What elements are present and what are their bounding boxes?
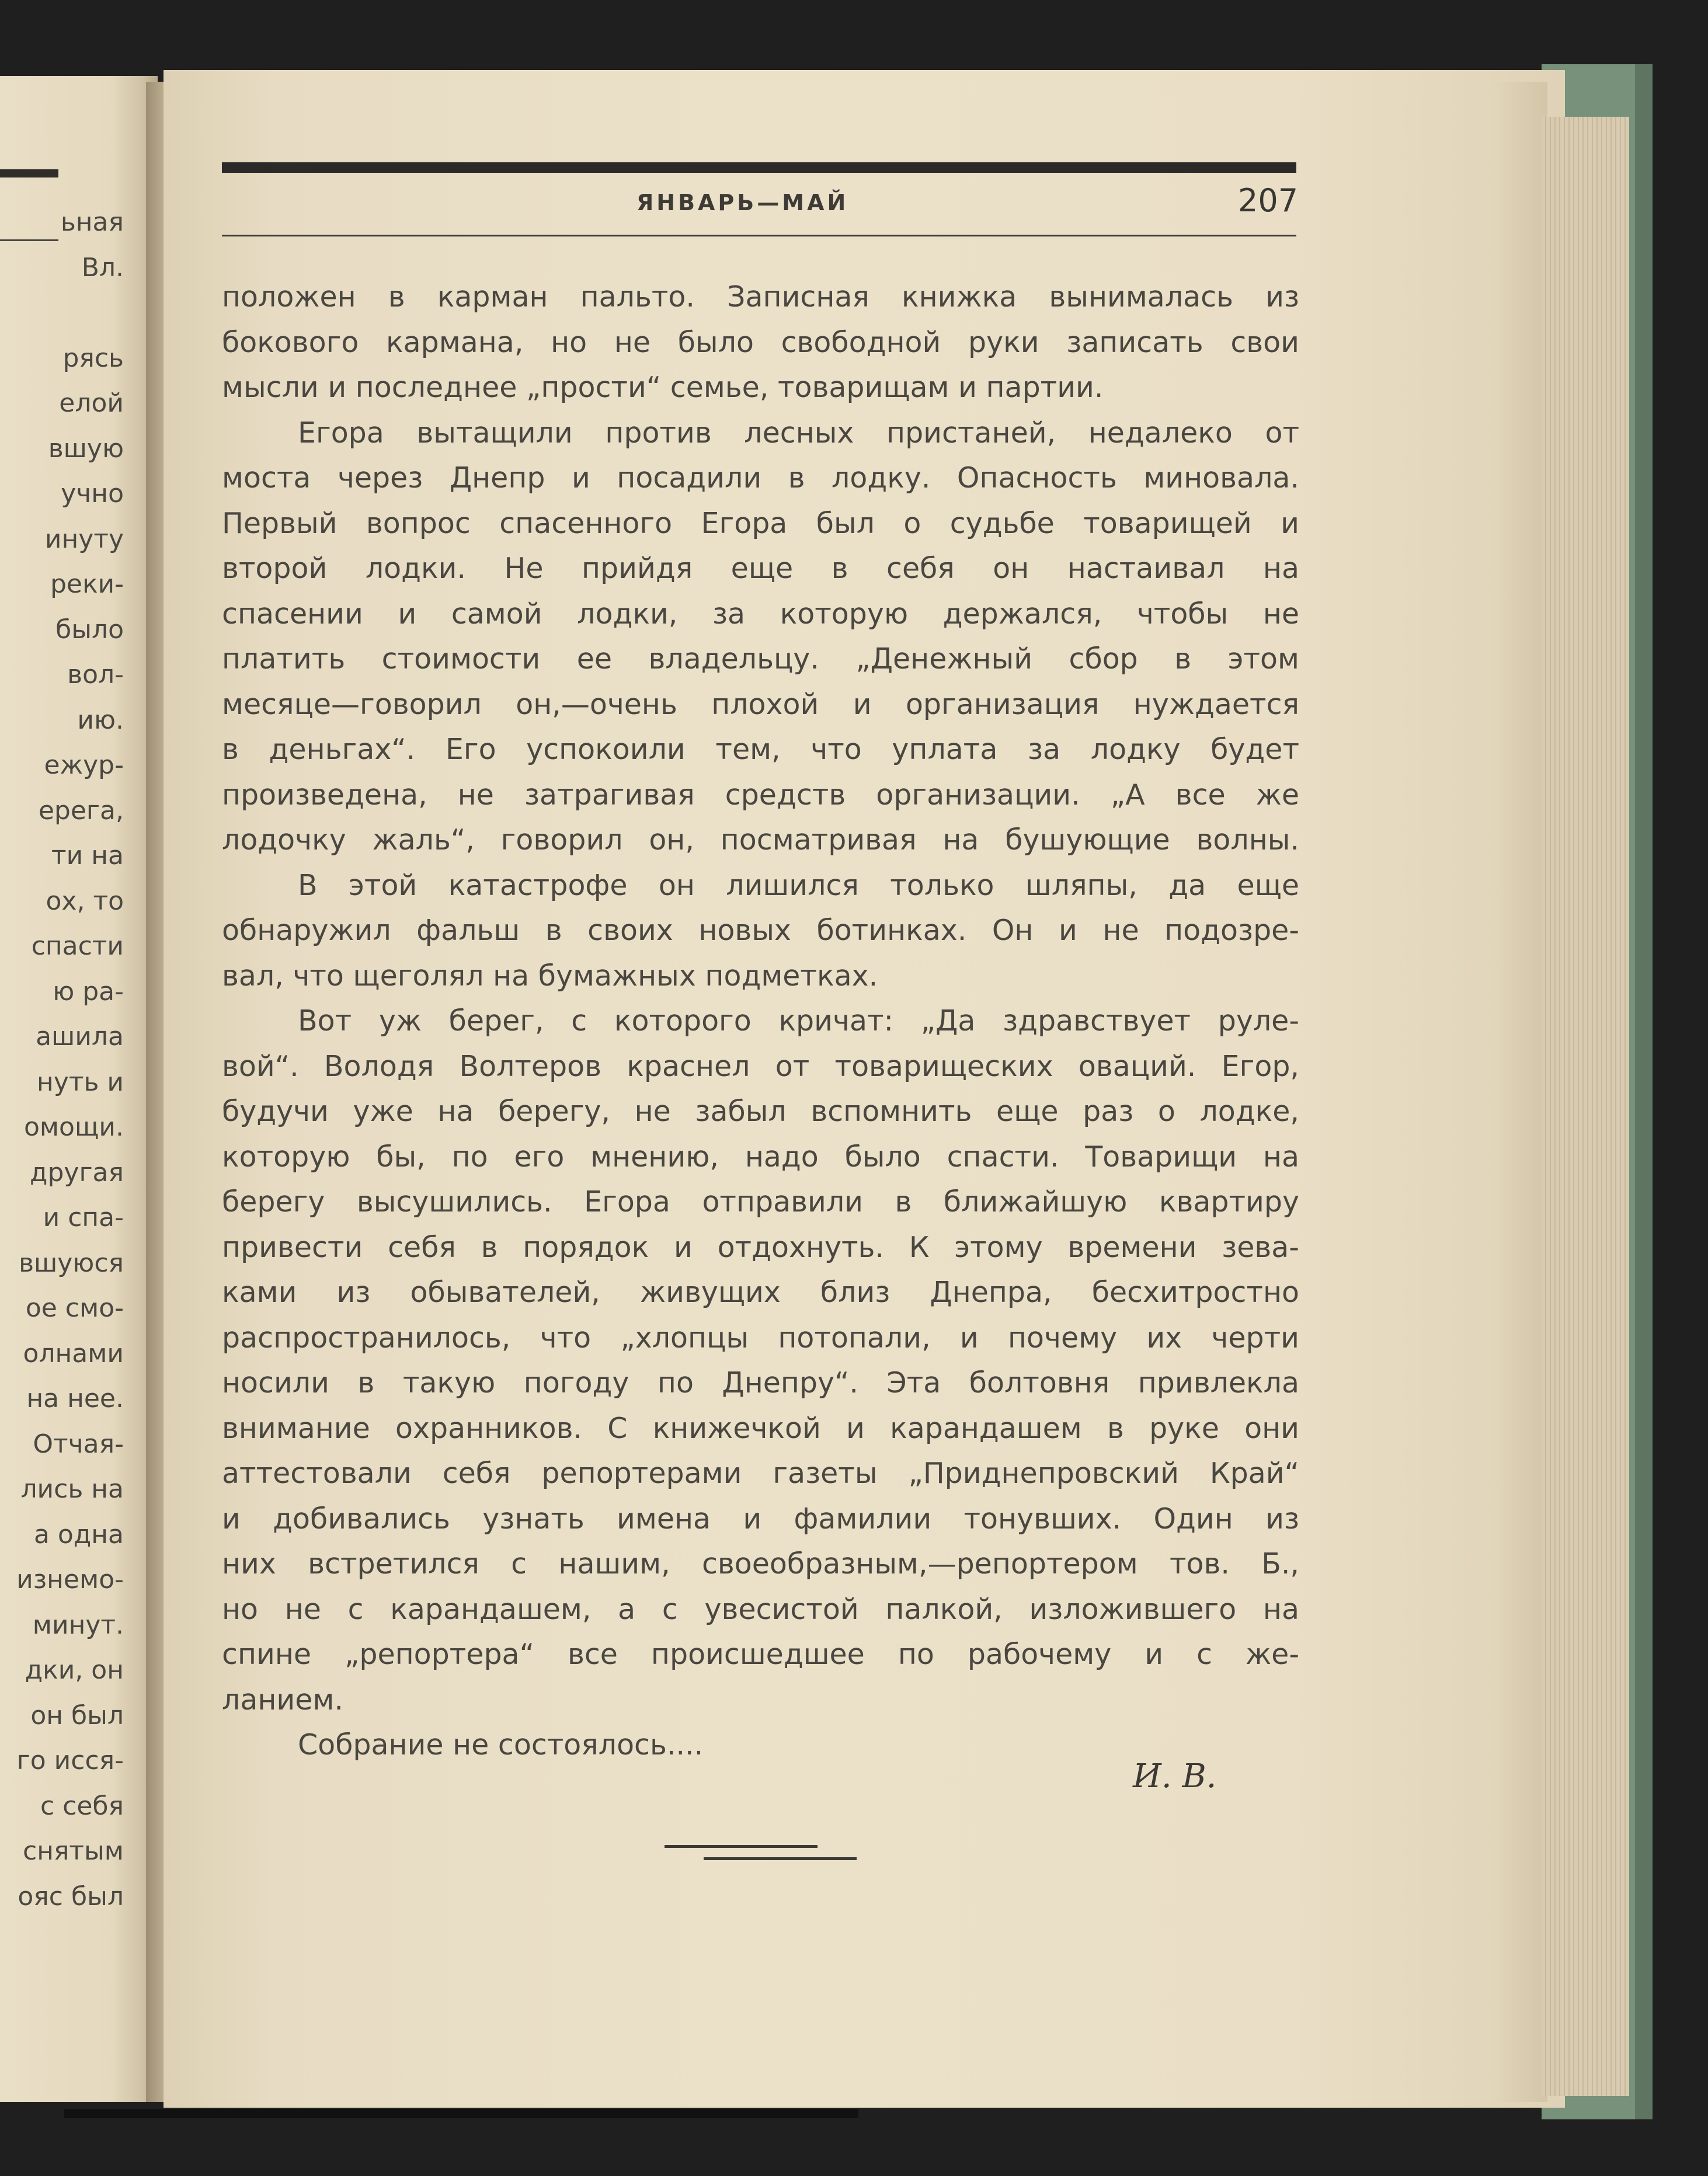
- header-rule: [222, 162, 1296, 173]
- text-line: но не с карандашем, а с увесистой палкой, изложившего на: [222, 1592, 1299, 1626]
- left-page-line: елой: [59, 388, 124, 418]
- left-page-line: учно: [61, 479, 124, 509]
- text-line: будучи уже на берегу, не забыл вспомнить еще раз о лодке,: [222, 1095, 1299, 1128]
- left-page-line: снятым: [23, 1836, 124, 1866]
- left-page-line: лись на: [20, 1474, 124, 1504]
- left-page-line: вшуюся: [19, 1248, 124, 1278]
- text-line: и добивались узнать имена и фамилии тонувших. Один из: [222, 1502, 1299, 1536]
- text-line: В этой катастрофе он лишился только шляпы, да еще: [298, 868, 1299, 902]
- text-line: платить стоимости ее владельцу. „Денежный сбор в этом: [222, 642, 1299, 676]
- text-line: Собрание не состоялось....: [298, 1728, 704, 1761]
- left-page-line: а одна: [33, 1519, 124, 1550]
- left-page-line: было: [55, 614, 124, 645]
- text-line: которую бы, по его мнению, надо было спасти. Товарищи на: [222, 1140, 1299, 1174]
- end-ornament-rule: [704, 1857, 857, 1860]
- text-line: в деньгах“. Его успокоили тем, что уплата за лодку будет: [222, 733, 1299, 766]
- left-page-line: омощи.: [23, 1112, 124, 1142]
- left-page-line: вол-: [67, 660, 124, 690]
- left-page-line: рясь: [62, 343, 124, 373]
- left-page-line: ояс был: [18, 1881, 124, 1912]
- left-page-line: изнемо-: [16, 1565, 124, 1594]
- left-page-line: спасти: [31, 931, 124, 961]
- left-page-line: вшую: [48, 433, 124, 464]
- left-page-line: Отчая-: [33, 1429, 124, 1459]
- text-line: аттестовали себя репортерами газеты „Приднепровский Край“: [222, 1457, 1299, 1490]
- left-page-line: другая: [30, 1157, 124, 1188]
- left-page-line: ежур-: [44, 750, 124, 780]
- left-page-line: он был: [30, 1700, 124, 1731]
- text-line: моста через Днепр и посадили в лодку. Опасность миновала.: [222, 461, 1299, 495]
- left-page-line: нуть и: [37, 1067, 124, 1097]
- text-line: обнаружил фальш в своих новых ботинках. Он и не подозре-: [222, 914, 1299, 947]
- left-page-header-thin-rule: [0, 239, 58, 241]
- text-line: вал, что щеголял на бумажных подметках.: [222, 959, 878, 993]
- left-page-line: инуту: [44, 524, 124, 554]
- text-line: мысли и последнее „прости“ семье, товарищам и партии.: [222, 371, 1104, 404]
- text-line: них встретился с нашим, своеобразным,—репортером тов. Б.,: [222, 1547, 1299, 1580]
- text-line: берегу высушились. Егора отправили в ближайшую квартиру: [222, 1185, 1299, 1218]
- text-line: внимание охранников. С книжечкой и карандашем в руке они: [222, 1411, 1299, 1445]
- text-line: бокового кармана, но не было свободной руки записать свои: [222, 325, 1299, 359]
- text-line: привести себя в порядок и отдохнуть. К этому времени зева-: [222, 1230, 1299, 1264]
- left-page-line: ю ра-: [53, 976, 124, 1007]
- left-page-line: на нее.: [26, 1384, 124, 1413]
- left-page-line: ое смо-: [25, 1293, 124, 1323]
- text-line: месяце—говорил он,—очень плохой и организация нуждается: [222, 687, 1299, 721]
- text-line: распространилось, что „хлопцы потопали, и почему их черти: [222, 1321, 1299, 1355]
- text-line: положен в карман пальто. Записная книжка вынималась из: [222, 280, 1299, 314]
- text-line: второй лодки. Не прийдя еще в себя он настаивал на: [222, 552, 1299, 585]
- author-signature: И. В.: [1133, 1757, 1217, 1795]
- book-cover-shadow: [1635, 64, 1653, 2119]
- body-text: [222, 274, 1299, 1768]
- end-ornament-rule: [665, 1845, 818, 1848]
- text-line: лодочку жаль“, говорил он, посматривая на бушующие волны.: [222, 823, 1299, 857]
- running-head: ЯНВАРЬ—МАЙ: [636, 190, 849, 215]
- left-page-line: ти на: [51, 841, 124, 871]
- text-line: ками из обывателей, живущих близ Днепра, бесхитростно: [222, 1276, 1299, 1309]
- left-page-header-rule: [0, 169, 58, 177]
- text-line: Егора вытащили против лесных пристаней, недалеко от: [298, 416, 1299, 450]
- left-page-line: ию.: [77, 705, 124, 735]
- text-line: Первый вопрос спасенного Егора был о судьбе товарищей и: [222, 506, 1299, 540]
- text-line: ланием.: [222, 1683, 343, 1717]
- left-page-line: Вл.: [81, 252, 124, 283]
- left-page-line: с себя: [40, 1791, 124, 1821]
- text-line: спине „репортера“ все происшедшее по рабочему и с же-: [222, 1638, 1299, 1671]
- left-page-line: дки, он: [25, 1655, 124, 1685]
- left-page: [0, 76, 158, 2102]
- left-page-line: минут.: [32, 1610, 124, 1640]
- left-page-line: ерега,: [38, 795, 124, 826]
- page-edges: [1542, 117, 1629, 2096]
- header-underline: [222, 235, 1296, 236]
- left-page-line: ох, то: [46, 886, 124, 916]
- text-line: носили в такую погоду по Днепру“. Эта болтовня привлекла: [222, 1366, 1299, 1399]
- text-line: вой“. Володя Волтеров краснел от товарищеских оваций. Егор,: [222, 1049, 1299, 1083]
- left-page-line: го исся-: [16, 1746, 124, 1775]
- text-line: произведена, не затрагивая средств организации. „А все же: [222, 778, 1299, 812]
- left-page-line: олнами: [23, 1338, 124, 1369]
- left-page-line: ьная: [60, 207, 124, 237]
- bottom-shadow-strip: [64, 2109, 858, 2118]
- left-page-line: и спа-: [43, 1203, 124, 1233]
- left-page-line: ашила: [36, 1022, 124, 1052]
- page-number: 207: [1238, 182, 1299, 219]
- page-edge-shade: [1495, 82, 1547, 2102]
- text-line: спасении и самой лодки, за которую держался, чтобы не: [222, 597, 1299, 631]
- left-page-line: реки-: [50, 569, 124, 599]
- text-line: Вот уж берег, с которого кричат: „Да здравствует руле-: [298, 1004, 1299, 1037]
